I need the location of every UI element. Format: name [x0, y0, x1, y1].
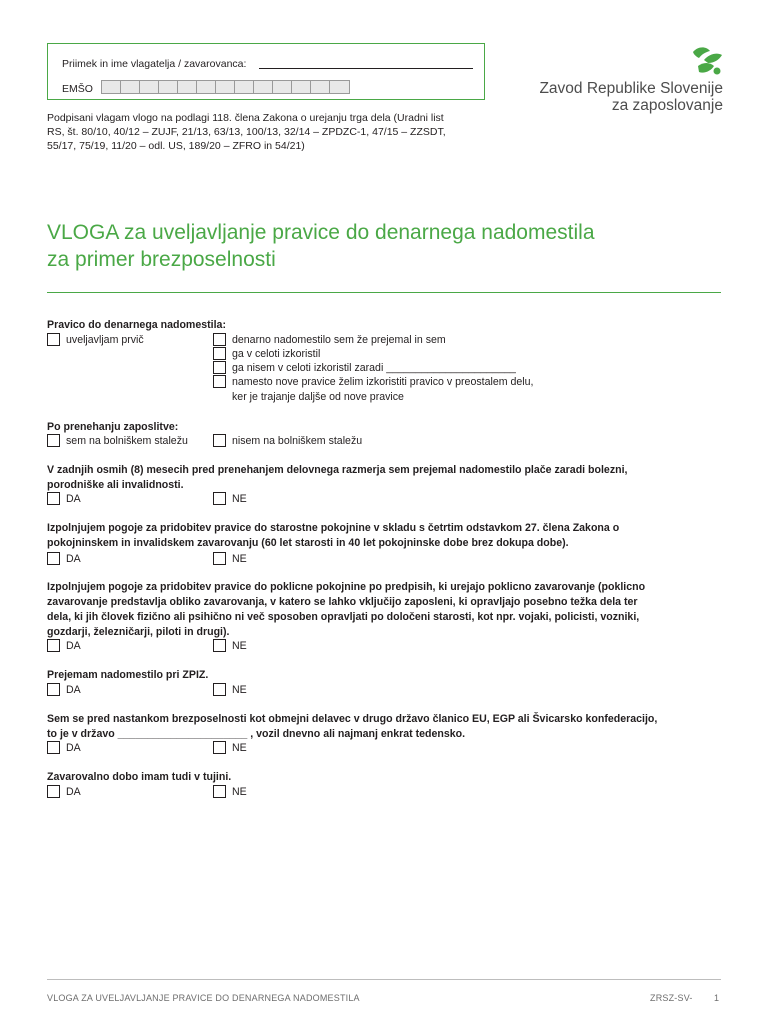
footer-divider: [47, 979, 721, 980]
checkbox[interactable]: [213, 683, 226, 696]
zpiz-yes[interactable]: [47, 683, 81, 698]
option-label: ga v celoti izkoristil: [232, 348, 321, 360]
option-label: denarno nadomestilo sem že prejemal in sem: [232, 334, 446, 346]
question-line: porodniške ali invalidnosti.: [47, 479, 184, 491]
cross-border-question: [47, 712, 737, 742]
occupational-no[interactable]: [213, 639, 247, 654]
no-label: NE: [232, 553, 247, 565]
logo-text: [463, 80, 723, 114]
yes-label: DA: [66, 493, 81, 505]
option-label-line: ker je trajanje daljše od nove pravice: [232, 390, 404, 403]
title-divider: [47, 292, 721, 293]
name-label: Priimek in ime vlagatelja / zavarovanca:: [62, 58, 247, 70]
logo-line-2: za zaposlovanje: [611, 97, 723, 114]
yes-label: DA: [66, 684, 81, 696]
legal-line: Podpisani vlagam vlogo na podlagi 118. člena Zakona o urejanju trga dela (Uradni list: [47, 112, 444, 124]
checkbox[interactable]: [213, 347, 226, 360]
zrsz-logo-icon: [690, 43, 724, 77]
yes-label: DA: [66, 553, 81, 565]
checkbox[interactable]: [213, 375, 226, 388]
checkbox[interactable]: [213, 552, 226, 565]
checkbox[interactable]: [213, 639, 226, 652]
question-line: gozdarji, železničarji, piloti in drugi).: [47, 626, 230, 638]
checkbox[interactable]: [213, 741, 226, 754]
no-label: NE: [232, 742, 247, 754]
question-line: pokojninskem in invalidskem zavarovanju (60 let starosti in 40 let pokojninske dobe brez dokupa dobe).: [47, 537, 569, 549]
checkbox[interactable]: [213, 785, 226, 798]
option-label-line: namesto nove pravice želim izkoristiti pravico v preostalem delu,: [232, 376, 534, 388]
abroad-yes[interactable]: [47, 785, 81, 800]
question-line: zavarovanje predstavlja obliko zavarovanja, v katero se lahko vključijo zaposleni, ki opravljajo posebno težka dela ter: [47, 596, 638, 608]
option-label: [232, 375, 533, 404]
emso-field[interactable]: [101, 80, 350, 94]
applicant-box: [47, 43, 485, 100]
compensation-yes[interactable]: [47, 492, 81, 507]
checkbox[interactable]: [47, 333, 60, 346]
checkbox[interactable]: [213, 361, 226, 374]
option-label: nisem na bolniškem staležu: [232, 435, 363, 447]
right-question: Pravico do denarnega nadomestila:: [47, 319, 226, 331]
legal-basis-text: [47, 111, 497, 153]
question-line: Izpolnjujem pogoje za pridobitev pravice do poklicne pokojnine po predpisih, ki urejajo poklicno zavarovanje (poklicno: [47, 581, 646, 593]
compensation-no[interactable]: [213, 492, 247, 507]
yes-label: DA: [66, 786, 81, 798]
footer-page-number: 1: [714, 993, 720, 1003]
old-age-no[interactable]: [213, 552, 247, 567]
old-age-yes[interactable]: [47, 552, 81, 567]
checkbox[interactable]: [47, 683, 60, 696]
no-label: NE: [232, 493, 247, 505]
checkbox[interactable]: [47, 785, 60, 798]
no-label: NE: [232, 786, 247, 798]
checkbox[interactable]: [213, 434, 226, 447]
legal-line: RS, št. 80/10, 40/12 – ZUJF, 21/13, 63/13, 100/13, 32/14 – ZPDZC-1, 47/15 – ZZSDT,: [47, 126, 446, 138]
name-field[interactable]: [259, 68, 473, 69]
option-use-remaining[interactable]: [213, 375, 533, 404]
title-line-1: VLOGA za uveljavljanje pravice do denarnega nadomestila: [47, 221, 595, 244]
old-age-pension-question: [47, 521, 727, 551]
checkbox[interactable]: [47, 492, 60, 505]
compensation-question: [47, 463, 727, 493]
yes-label: DA: [66, 742, 81, 754]
no-label: NE: [232, 640, 247, 652]
question-line: to je v državo ______________________ , vozil dnevno ali najmanj enkrat tedensko.: [47, 728, 466, 740]
occupational-pension-question: [47, 580, 737, 640]
zpiz-question: Prejemam nadomestilo pri ZPIZ.: [47, 669, 209, 681]
logo-line-1: Zavod Republike Slovenije: [539, 80, 723, 97]
page-title: [47, 219, 727, 273]
legal-line: 55/17, 75/19, 11/20 – odl. US, 189/20 – ZFRO in 54/21): [47, 140, 305, 152]
no-label: NE: [232, 684, 247, 696]
employment-end-question: Po prenehanju zaposlitve:: [47, 421, 179, 433]
cross-border-no[interactable]: [213, 741, 247, 756]
question-line: dela, ki jih človek fizično ali psihično ni več sposoben opravljati po določeni starosti, kot npr. vojaki, policisti, vozniki,: [47, 611, 640, 623]
question-line: Sem se pred nastankom brezposelnosti kot obmejni delavec v drugo državo članico EU, EGP ali Švicarsko konfederacijo,: [47, 713, 658, 725]
option-used-all[interactable]: [213, 347, 320, 362]
option-label: ga nisem v celoti izkoristil zaradi ______________________: [232, 362, 516, 374]
question-line: V zadnjih osmih (8) mesecih pred prenehanjem delovnega razmerja sem prejemal nadomestilo plače zaradi bolezni,: [47, 464, 628, 476]
option-not-sick-leave[interactable]: [213, 434, 362, 449]
checkbox[interactable]: [213, 333, 226, 346]
option-label: sem na bolniškem staležu: [66, 435, 188, 447]
emso-label: EMŠO: [62, 83, 93, 95]
option-first-time[interactable]: [47, 333, 144, 348]
checkbox[interactable]: [47, 552, 60, 565]
zpiz-no[interactable]: [213, 683, 247, 698]
option-sick-leave[interactable]: [47, 434, 188, 449]
checkbox[interactable]: [47, 741, 60, 754]
checkbox[interactable]: [47, 639, 60, 652]
question-line: Izpolnjujem pogoje za pridobitev pravice do starostne pokojnine v skladu s četrtim odstavkom 27. člena Zakona o: [47, 522, 620, 534]
footer-title: VLOGA ZA UVELJAVLJANJE PRAVICE DO DENARNEGA NADOMESTILA: [47, 993, 360, 1003]
abroad-no[interactable]: [213, 785, 247, 800]
checkbox[interactable]: [47, 434, 60, 447]
title-line-2: za primer brezposelnosti: [47, 248, 276, 271]
footer-form-code: ZRSZ-SV-: [650, 993, 693, 1003]
abroad-question: Zavarovalno dobo imam tudi v tujini.: [47, 771, 232, 783]
yes-label: DA: [66, 640, 81, 652]
occupational-yes[interactable]: [47, 639, 81, 654]
option-received-before[interactable]: [213, 333, 446, 348]
option-label: uveljavljam prvič: [66, 334, 144, 346]
checkbox[interactable]: [213, 492, 226, 505]
cross-border-yes[interactable]: [47, 741, 81, 756]
option-not-used-all[interactable]: [213, 361, 516, 376]
